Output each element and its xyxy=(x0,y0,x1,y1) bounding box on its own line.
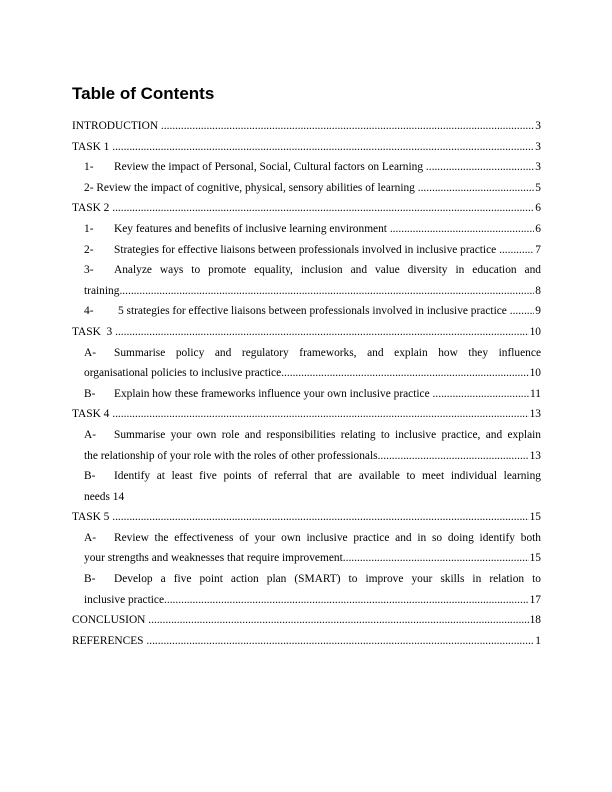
toc-entry-label-cont: the relationship of your role with the roles of other professionals xyxy=(84,449,378,462)
toc-entry-label: 5 strategies for effective liaisons between professionals involved in inclusive practice xyxy=(118,305,507,318)
toc-entry-task-5-a[interactable] xyxy=(84,528,541,569)
toc-entry-page: 3 xyxy=(534,116,541,137)
toc-entry-line-2 xyxy=(84,446,541,467)
toc-entry-page: 3 xyxy=(534,157,541,178)
toc-entry-page: 6 xyxy=(534,219,541,240)
toc-entry-label: Strategies for effective liaisons between professionals involved in inclusive practice xyxy=(114,243,497,256)
toc-entry-page: 13 xyxy=(529,446,541,467)
toc-entry-label: Summarise policy and regulatory frameworks, and explain how they influence xyxy=(114,346,541,359)
toc-entry-introduction[interactable] xyxy=(72,116,541,137)
toc-entry-prefix: A- xyxy=(84,428,97,441)
toc-entry-task-4[interactable] xyxy=(72,404,541,425)
toc-title: Table of Contents xyxy=(72,84,215,103)
toc-entry-line-2: needs 14 xyxy=(84,490,125,503)
toc-entry-label-cont: training xyxy=(84,284,120,297)
toc-entry-prefix: B- xyxy=(84,387,96,400)
toc-entry-label: Analyze ways to promote equality, inclusion and value diversity in education and xyxy=(114,264,541,277)
toc-entry-task-3-b[interactable] xyxy=(84,384,541,405)
toc-entry-page: 10 xyxy=(529,322,541,343)
toc-entry-page: 15 xyxy=(529,507,541,528)
toc-entry-task-2-4[interactable] xyxy=(84,301,541,322)
toc-entry-prefix: B- xyxy=(84,573,96,586)
toc-entry-task-1-2[interactable] xyxy=(84,178,541,199)
toc-entry-page: 18 xyxy=(529,610,541,631)
toc-entry-page: 5 xyxy=(534,178,541,199)
toc-entry-page: 3 xyxy=(534,137,541,158)
toc-entry-prefix: 1- xyxy=(84,222,94,235)
toc-entry-task-4-a[interactable] xyxy=(84,425,541,466)
toc-entry-task-3-a[interactable] xyxy=(84,343,541,384)
toc-entry-label: TASK 5 xyxy=(72,511,110,524)
toc-entry-line-1 xyxy=(84,343,541,364)
toc-entry-line-1 xyxy=(84,260,541,281)
toc-entry-page: 15 xyxy=(529,548,541,569)
toc-entry-label-cont: inclusive practice xyxy=(84,593,165,606)
toc-entry-task-5[interactable] xyxy=(72,507,541,528)
toc-entry-prefix: 2- xyxy=(84,243,94,256)
toc-entry-label: CONCLUSION xyxy=(72,614,146,627)
toc-entry-prefix: A- xyxy=(84,531,97,544)
toc-entry-label: TASK 1 xyxy=(72,140,110,153)
toc-entry-line-1 xyxy=(84,466,541,487)
toc-entry-page: 11 xyxy=(529,384,541,405)
toc-entry-page: 13 xyxy=(529,404,541,425)
toc-entry-page: 9 xyxy=(534,301,541,322)
toc-entry-task-3[interactable] xyxy=(72,322,541,343)
toc-entry-label: Summarise your own role and responsibilities relating to inclusive practice, and explain xyxy=(114,428,541,441)
toc-entry-label: Key features and benefits of inclusive learning environment xyxy=(114,222,387,235)
toc-entry-conclusion[interactable] xyxy=(72,610,541,631)
toc-entry-task-2[interactable] xyxy=(72,198,541,219)
toc-entry-task-2-1[interactable] xyxy=(84,219,541,240)
toc-entry-label: Explain how these frameworks influence your own inclusive practice xyxy=(114,387,430,400)
toc-entry-label: TASK 4 xyxy=(72,408,110,421)
toc-entry-label: Review the effectiveness of your own inclusive practice and in so doing identify both xyxy=(114,531,541,544)
toc-entry-line-1 xyxy=(84,425,541,446)
toc-entry-prefix: 3- xyxy=(84,264,94,277)
toc-entry-line-2 xyxy=(84,548,541,569)
toc-entry-line-1 xyxy=(84,569,541,590)
toc-entry-line-2 xyxy=(84,363,541,384)
toc-entry-task-5-b[interactable] xyxy=(84,569,541,610)
toc-entry-page: 7 xyxy=(534,240,541,261)
toc-entry-label: TASK 3 xyxy=(72,325,113,338)
toc-entry-prefix: B- xyxy=(84,470,96,483)
toc-entry-label-cont: organisational policies to inclusive practice xyxy=(84,367,282,380)
toc-entry-page: 17 xyxy=(529,590,541,611)
toc-entry-label: INTRODUCTION xyxy=(72,120,159,132)
toc-entry-task-2-2[interactable] xyxy=(84,240,541,261)
toc-entry-line-1 xyxy=(84,528,541,549)
toc-entry-label: Develop a five point action plan (SMART) to improve your skills in relation to xyxy=(114,573,541,586)
table-of-contents xyxy=(72,116,541,651)
toc-entry-page: 6 xyxy=(534,198,541,219)
toc-entry-page: 10 xyxy=(529,363,541,384)
toc-entry-label: REFERENCES xyxy=(72,634,144,647)
toc-entry-label: Review the impact of Personal, Social, Cultural factors on Learning xyxy=(114,161,424,174)
toc-entry-line-2 xyxy=(84,590,541,611)
toc-entry-prefix: 4- xyxy=(84,305,94,318)
toc-entry-page: 1 xyxy=(534,631,541,652)
toc-entry-label: 2- Review the impact of cognitive, physical, sensory abilities of learning xyxy=(84,181,415,194)
toc-entry-page: 8 xyxy=(534,281,541,302)
toc-entry-prefix: 1- xyxy=(84,161,94,174)
toc-entry-label: TASK 2 xyxy=(72,202,110,215)
toc-entry-label: Identify at least five points of referral that are available to meet individual learning xyxy=(114,470,541,483)
toc-entry-references[interactable] xyxy=(72,631,541,652)
toc-entry-line-2 xyxy=(84,281,541,302)
toc-entry-task-1-1[interactable] xyxy=(84,157,541,178)
toc-entry-task-4-b[interactable] xyxy=(84,466,541,507)
toc-entry-label-cont: your strengths and weaknesses that require improvement xyxy=(84,552,343,565)
toc-entry-task-1[interactable] xyxy=(72,137,541,158)
toc-entry-task-2-3[interactable] xyxy=(84,260,541,301)
toc-entry-prefix: A- xyxy=(84,346,97,359)
